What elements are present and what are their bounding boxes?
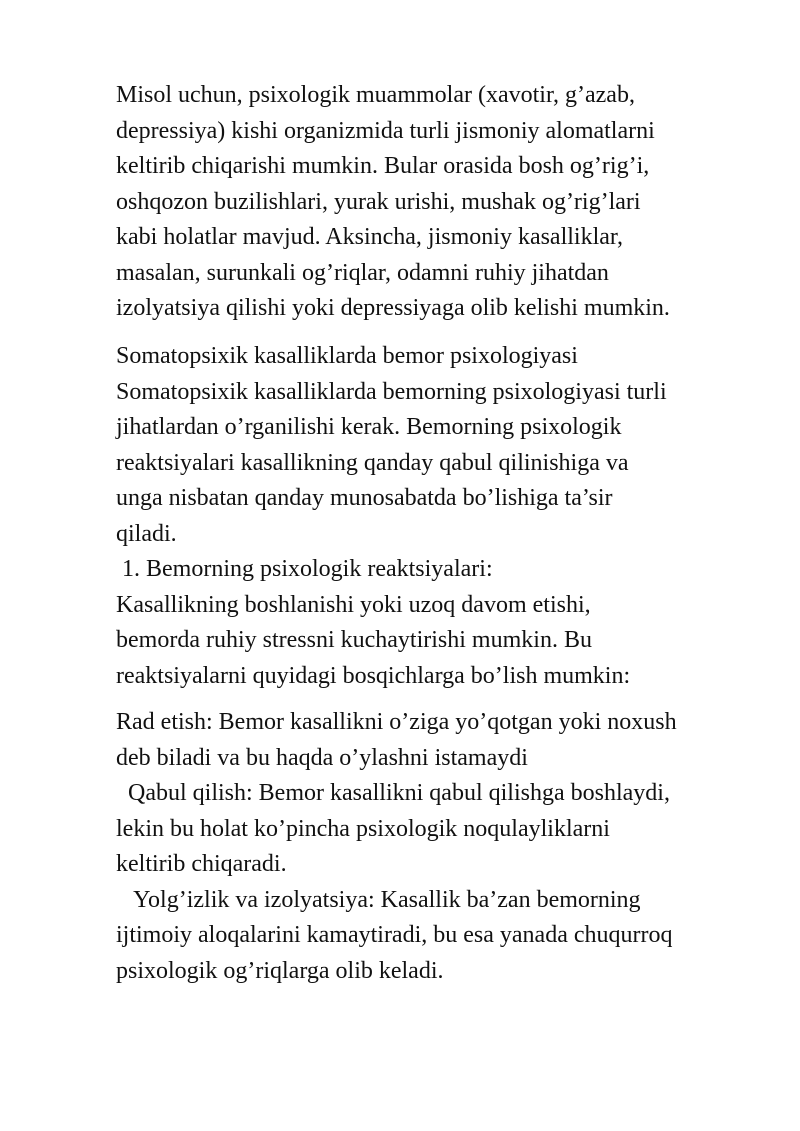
paragraph-somatopsychic [116,339,756,694]
text-line: bemorda ruhiy stressni kuchaytirishi mumkin. Bu [116,627,592,653]
text-line: reaktsiyalari kasallikning qanday qabul qilinishiga va [116,449,629,476]
text-line: qiladi. [116,520,177,547]
text-line: Rad etish: Bemor kasallikni o’ziga yo’qotgan yoki noxush [116,709,677,735]
text-line: Yolg’izlik va izolyatsiya: Kasallik ba’zan bemorning [116,886,641,913]
text-line: keltirib chiqarishi mumkin. Bular orasida bosh og’rig’i, [116,153,650,179]
text-line: Somatopsixik kasalliklarda bemorning psixologiyasi turli [116,378,667,405]
text-line: oshqozon buzilishlari, yurak urishi, mushak og’rig’lari [116,188,641,215]
numbered-item-heading: 1. Bemorning psixologik reaktsiyalari: [116,556,493,582]
text-line: Misol uchun, psixologik muammolar (xavotir, g’azab, [116,82,635,108]
text-line: depressiya) kishi organizmida turli jismoniy alomatlarni [116,117,655,144]
text-line: reaktsiyalarni quyidagi bosqichlarga bo’lish mumkin: [116,662,631,689]
text-line: deb biladi va bu haqda o’ylashni istamaydi [116,744,528,771]
paragraph-reaction-stages [116,705,756,989]
text-line: jihatlardan o’rganilishi kerak. Bemorning psixologik [116,414,622,440]
text-line: psixologik og’riqlarga olib keladi. [116,957,444,984]
text-line: lekin bu holat ko’pincha psixologik noqulayliklarni [116,815,610,842]
text-line: unga nisbatan qanday munosabatda bo’lishiga ta’sir [116,485,613,511]
text-line: Kasallikning boshlanishi yoki uzoq davom etishi, [116,591,591,618]
text-line: masalan, surunkali og’riqlar, odamni ruhiy jihatdan [116,259,609,286]
text-line: Qabul qilish: Bemor kasallikni qabul qilishga boshlaydi, [116,780,670,806]
text-line: kabi holatlar mavjud. Aksincha, jismoniy kasalliklar, [116,224,623,250]
text-line: izolyatsiya qilishi yoki depressiyaga olib kelishi mumkin. [116,295,670,321]
section-heading: Somatopsixik kasalliklarda bemor psixologiyasi [116,343,578,369]
paragraph-intro [116,78,756,327]
text-line: ijtimoiy aloqalarini kamaytiradi, bu esa yanada chuqurroq [116,922,673,948]
text-line: keltirib chiqaradi. [116,851,287,877]
